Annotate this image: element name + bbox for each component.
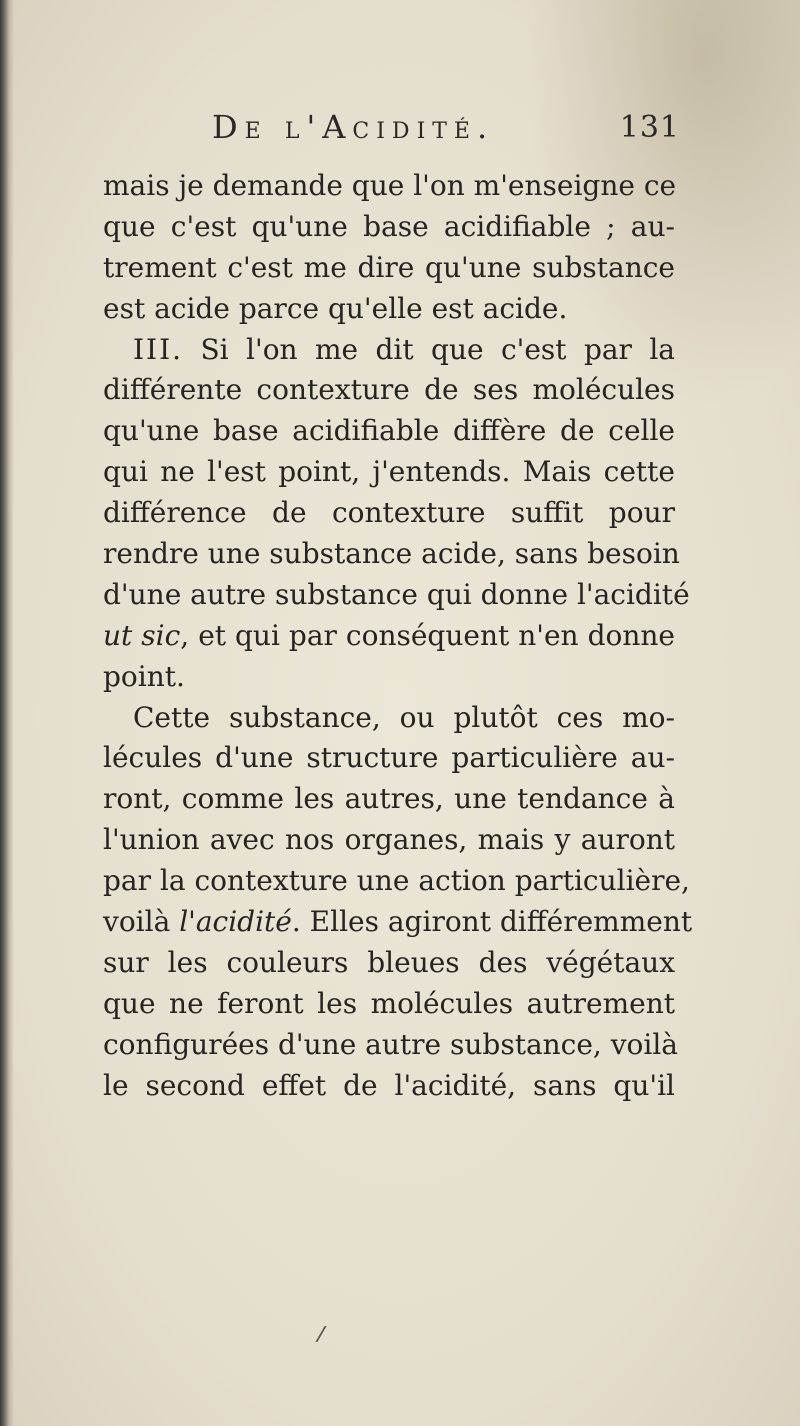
text-line: configurées d'une autre substance, voilà xyxy=(103,1027,678,1061)
text-line: qu'une base acidifiable diffère de celle xyxy=(103,414,675,448)
paragraph-number: III. xyxy=(133,332,184,366)
text-line: l'union avec nos organes, mais y auront xyxy=(103,823,675,857)
binding-edge xyxy=(0,0,14,1426)
running-head xyxy=(212,108,680,156)
text-fragment: , et qui par conséquent n'en donne xyxy=(180,618,675,652)
text-line: par la contexture une action particulière, xyxy=(103,864,690,898)
ink-mark xyxy=(315,1326,338,1342)
text-line: différente contexture de ses molécules xyxy=(103,373,675,407)
text-line: sur les couleurs bleues des végétaux xyxy=(103,945,675,979)
text-line: mais je demande que l'on m'enseigne ce xyxy=(103,169,677,202)
text-line: Cette substance, ou plutôt ces mo- xyxy=(133,700,675,734)
text-fragment: Si l'on me dit que c'est par la xyxy=(200,332,675,366)
ut-sic-line xyxy=(103,616,675,657)
italic-phrase: ut sic xyxy=(103,618,181,652)
text-line: que ne feront les molécules autrement xyxy=(103,986,675,1020)
acidite-line xyxy=(103,902,693,943)
text-line: le second effet de l'acidité, sans qu'il xyxy=(103,1068,675,1102)
body-text xyxy=(103,166,693,1106)
text-fragment: . Elles agiront différemment xyxy=(291,905,693,939)
text-line: d'une autre substance qui donne l'acidité xyxy=(103,577,690,611)
text-line: ront, comme les autres, une tendance à xyxy=(103,782,675,816)
text-line: qui ne l'est point, j'entends. Mais cette xyxy=(103,455,675,489)
text-line: trement c'est me dire qu'une substance xyxy=(103,250,675,284)
paragraph-111-first-line xyxy=(103,330,675,371)
text-line: rendre une substance acide, sans besoin xyxy=(103,537,680,571)
text-fragment: voilà xyxy=(103,905,180,939)
text-line: lécules d'une structure particulière au- xyxy=(103,741,675,775)
italic-phrase: l'acidité xyxy=(179,905,292,939)
text-line: différence de contexture suffit pour xyxy=(103,496,675,530)
page-number: 131 xyxy=(619,110,680,145)
text-line: est acide parce qu'elle est acide. xyxy=(103,291,568,325)
text-line: point. xyxy=(103,659,185,693)
text-line: que c'est qu'une base acidifiable ; au- xyxy=(103,209,675,243)
running-head-title: De l'Acidité. xyxy=(212,108,495,146)
